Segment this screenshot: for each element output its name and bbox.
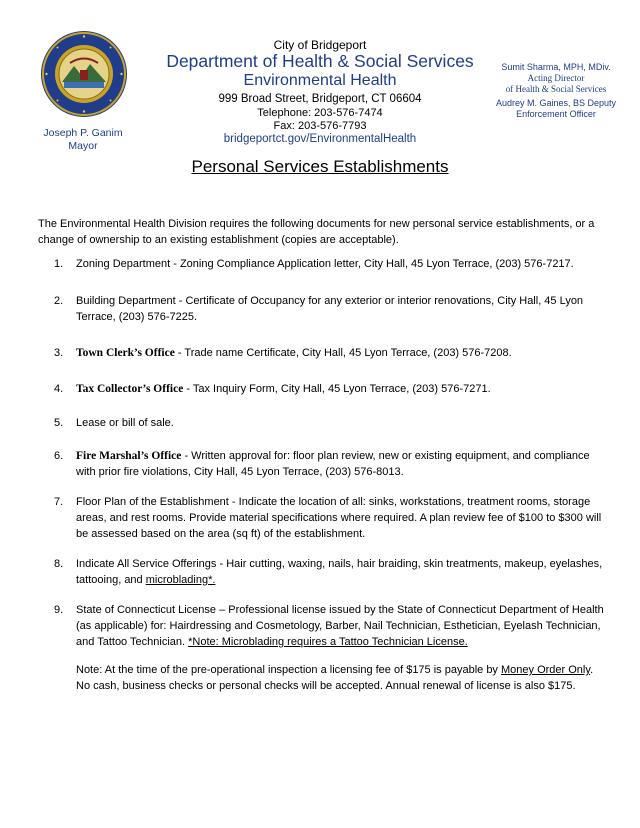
item-text: - Zoning Compliance Application letter, City Hall, 45 Lyon Terrace, (203) 576-7217. xyxy=(170,258,574,270)
list-item xyxy=(38,293,606,325)
item-number: 8. xyxy=(54,558,64,570)
item-number: 2. xyxy=(54,295,64,307)
mayor-title: Mayor xyxy=(68,140,98,152)
note-paragraph xyxy=(38,662,606,694)
address: 999 Broad Street, Bridgeport, CT 06604 xyxy=(218,93,422,105)
item-lead: Lease or bill of sale. xyxy=(76,417,174,429)
item-lead: Building Department xyxy=(76,295,176,307)
item-text: – Professional license issued by the State of Connecticut Department of Health (as applicable) for: Hairdressing and Cosmetology, Barber, Nail Technician, Esthetician, Eyelash Technician, and Tattoo Technician. xyxy=(76,604,604,648)
list-item xyxy=(38,415,606,431)
item-underlined-text: microblading*. xyxy=(145,574,216,586)
item-lead: Town Clerk’s Office xyxy=(76,347,175,359)
item-lead: Floor Plan of the Establishment xyxy=(76,496,229,508)
item-text: - Trade name Certificate, City Hall, 45 Lyon Terrace, (203) 576-7208. xyxy=(174,347,512,359)
note-underlined: Money Order Only xyxy=(501,664,591,676)
list-item xyxy=(38,345,606,361)
department-name: Department of Health & Social Services xyxy=(166,51,474,71)
item-lead: State of Connecticut License xyxy=(76,604,217,616)
list-item xyxy=(38,556,606,588)
note-text-2: . No cash, business checks or personal checks will be accepted. Annual renewal of license is also $175. xyxy=(76,664,594,692)
item-text: - Indicate the location of all: sinks, workstations, treatment rooms, storage areas, and rest rooms. Provide material specifications where required. A plan review fee of $100 to $300 will be assessed based on the area (sq ft) of the establishment. xyxy=(76,496,602,540)
item-text: - Hair cutting, waxing, nails, hair braiding, skin treatments, makeup, eyelashes, tattooing, and xyxy=(76,558,603,586)
director-title-1: Acting Director xyxy=(527,73,585,83)
item-text: - Certificate of Occupancy for any exterior or interior renovations, City Hall, 45 Lyon Terrace, (203) 576-7225. xyxy=(76,295,584,323)
website-link[interactable]: bridgeportct.gov/EnvironmentalHealth xyxy=(223,133,417,145)
deputy-title: Enforcement Officer xyxy=(516,109,596,119)
page-title: Personal Services Establishments xyxy=(191,157,449,176)
list-item xyxy=(38,381,606,397)
director-name: Sumit Sharma, MPH, MDiv. xyxy=(501,62,611,72)
item-number: 4. xyxy=(54,383,64,395)
item-number: 6. xyxy=(54,450,64,462)
item-text: - Tax Inquiry Form, City Hall, 45 Lyon Terrace, (203) 576-7271. xyxy=(183,383,491,395)
deputy-name: Audrey M. Gaines, BS Deputy xyxy=(495,98,617,108)
item-number: 9. xyxy=(54,604,64,616)
fax: Fax: 203-576-7793 xyxy=(273,120,367,132)
requirements-list xyxy=(38,256,606,694)
list-item xyxy=(38,494,606,542)
division-name: Environmental Health xyxy=(243,72,397,89)
item-lead: Zoning Department xyxy=(76,258,171,270)
item-lead: Tax Collector’s Office xyxy=(76,383,184,395)
item-lead: Fire Marshal’s Office xyxy=(76,450,182,462)
list-item xyxy=(38,256,606,272)
list-item xyxy=(38,448,606,480)
item-number: 3. xyxy=(54,347,64,359)
director-title-2: of Health & Social Services xyxy=(505,84,607,94)
item-number: 5. xyxy=(54,417,64,429)
note-text-1: Note: At the time of the pre-operational inspection a licensing fee of $175 is payable by xyxy=(76,664,501,676)
item-text: - Written approval for: floor plan review, new or existing equipment, and compliance with prior fire violations, City Hall, 45 Lyon Terrace, (203) 576-8013. xyxy=(76,450,590,478)
item-number: 7. xyxy=(54,496,64,508)
mayor-name: Joseph P. Ganim xyxy=(43,127,123,139)
city-name: City of Bridgeport xyxy=(273,38,367,52)
intro-paragraph: The Environmental Health Division requires the following documents for new personal service establishments, or a change of ownership to an existing establishment (copies are acceptable). xyxy=(38,218,595,246)
item-lead: Indicate All Service Offerings xyxy=(76,558,217,570)
item-number: 1. xyxy=(54,258,64,270)
item-underlined-text: *Note: Microblading requires a Tattoo Technician License. xyxy=(188,636,468,648)
mayor-block xyxy=(26,127,140,153)
department-seal-logo xyxy=(40,30,128,118)
list-item xyxy=(38,602,606,650)
telephone: Telephone: 203-576-7474 xyxy=(257,107,383,119)
